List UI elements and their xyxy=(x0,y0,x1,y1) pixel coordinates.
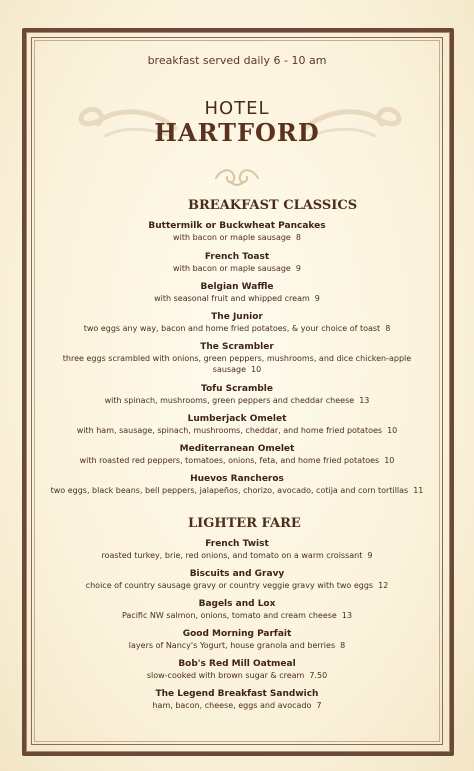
item-name: The Legend Breakfast Sandwich xyxy=(155,689,319,699)
hotel-name: HARTFORD xyxy=(154,118,320,147)
section-title-lighter-fare: LIGHTER FARE xyxy=(188,516,301,531)
item-description: with bacon or maple sausage 8 xyxy=(173,233,301,242)
item-name: French Toast xyxy=(204,252,270,262)
menu-item xyxy=(40,658,434,681)
item-name: Huevos Rancheros xyxy=(190,474,284,484)
item-price: 7 xyxy=(316,701,322,710)
menu-item xyxy=(40,598,434,621)
item-description: with spinach, mushrooms, green peppers and cheddar cheese 13 xyxy=(104,396,370,405)
item-price: 11 xyxy=(413,486,424,495)
item-price: 13 xyxy=(359,396,370,405)
item-name: Tofu Scramble xyxy=(201,384,273,394)
menu-item xyxy=(40,251,434,274)
menu-item xyxy=(40,688,434,711)
menu-item xyxy=(40,220,434,243)
item-price: 9 xyxy=(367,551,373,560)
menu-item xyxy=(40,281,434,304)
hours-text: breakfast served daily 6 - 10 am xyxy=(147,54,327,67)
item-price: 9 xyxy=(314,294,320,303)
hotel-label: HOTEL xyxy=(204,98,270,119)
item-description: roasted turkey, brie, red onions, and tomato on a warm croissant 9 xyxy=(101,551,373,560)
item-name: Good Morning Parfait xyxy=(182,629,292,639)
menu-item xyxy=(40,341,434,375)
center-ornament-icon xyxy=(212,164,262,188)
item-name: Mediterranean Omelet xyxy=(179,444,295,454)
item-description: three eggs scrambled with onions, green peppers, mushrooms, and dice chicken-apple xyxy=(62,354,412,363)
item-price: 10 xyxy=(384,456,395,465)
item-name: The Junior xyxy=(211,312,263,322)
item-description: Pacific NW salmon, onions, tomato and cream cheese 13 xyxy=(121,611,353,620)
item-price: 12 xyxy=(378,581,389,590)
item-name: Belgian Waffle xyxy=(200,282,274,292)
item-description: ham, bacon, cheese, eggs and avocado 7 xyxy=(152,701,322,710)
menu-item xyxy=(40,383,434,406)
section-title-breakfast-classics: BREAKFAST CLASSICS xyxy=(188,198,358,213)
item-name: Bob's Red Mill Oatmeal xyxy=(178,659,296,669)
menu-item xyxy=(40,538,434,561)
item-price: 8 xyxy=(385,324,391,333)
item-description: slow-cooked with brown sugar & cream 7.50 xyxy=(146,671,328,680)
item-name: The Scrambler xyxy=(200,342,274,352)
item-price: 10 xyxy=(387,426,398,435)
item-description-continued: sausage 10 xyxy=(212,365,262,374)
menu-item xyxy=(40,311,434,334)
item-price: 9 xyxy=(295,264,301,273)
item-description: two eggs any way, bacon and home fried potatoes, & your choice of toast 8 xyxy=(83,324,391,333)
menu-item xyxy=(40,443,434,466)
item-name: Buttermilk or Buckwheat Pancakes xyxy=(148,221,326,231)
item-description: layers of Nancy's Yogurt, house granola and berries 8 xyxy=(128,641,346,650)
item-price: 7.50 xyxy=(309,671,328,680)
menu-item xyxy=(40,413,434,436)
item-description: with ham, sausage, spinach, mushrooms, cheddar, and home fried potatoes 10 xyxy=(76,426,398,435)
item-name: French Twist xyxy=(205,539,269,549)
item-price: 8 xyxy=(295,233,301,242)
item-description: with seasonal fruit and whipped cream 9 xyxy=(154,294,320,303)
item-name: Bagels and Lox xyxy=(198,599,276,609)
menu-item xyxy=(40,568,434,591)
item-name: Biscuits and Gravy xyxy=(189,569,285,579)
item-description: choice of country sausage gravy or country veggie gravy with two eggs 12 xyxy=(85,581,389,590)
menu-item xyxy=(40,473,434,496)
item-price: 13 xyxy=(341,611,353,620)
item-description: with roasted red peppers, tomatoes, onions, feta, and home fried potatoes 10 xyxy=(79,456,395,465)
item-description: with bacon or maple sausage 9 xyxy=(173,264,301,273)
item-name: Lumberjack Omelet xyxy=(187,414,287,424)
item-price: 8 xyxy=(340,641,346,650)
item-description: two eggs, black beans, bell peppers, jalapeños, chorizo, avocado, cotija and corn tortillas 11 xyxy=(50,486,424,495)
item-price: 10 xyxy=(251,365,262,374)
menu-item xyxy=(40,628,434,651)
